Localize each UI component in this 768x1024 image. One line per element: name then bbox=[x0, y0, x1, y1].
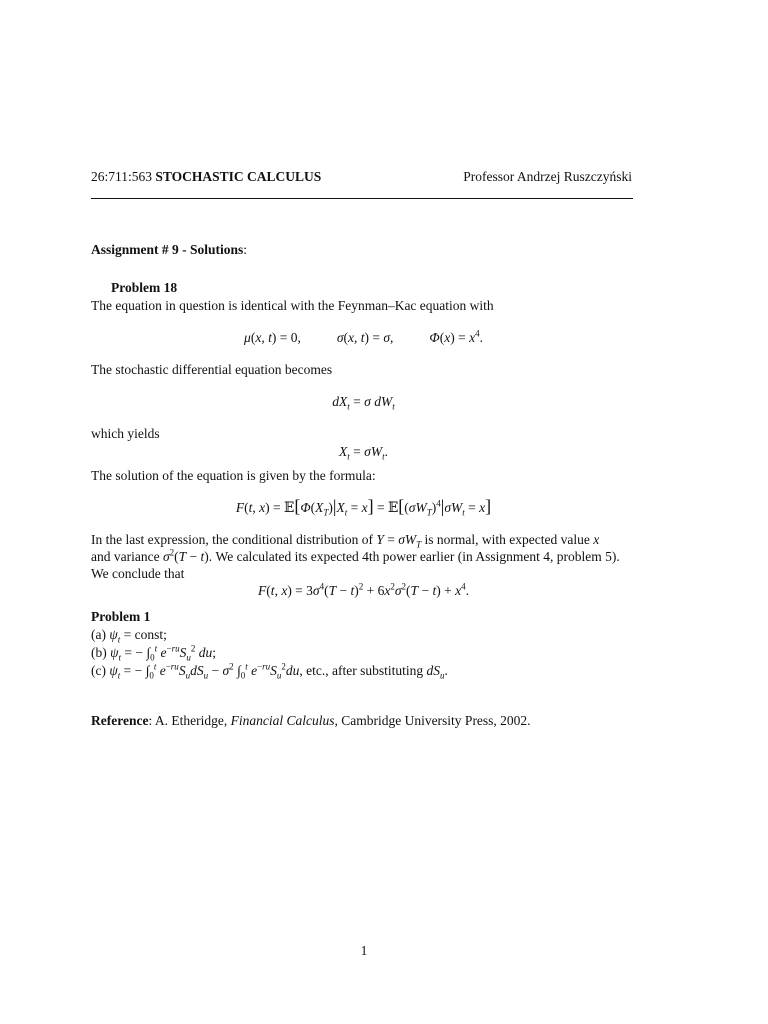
problem-18-heading: Problem 18 bbox=[111, 280, 178, 295]
solution-formula: F(t, $x) = 𝔼[\Phi(X_T)|X_t = x]$ = $𝔼[(\sigma W_T)^4|\sigma W_t = x]$ bbox=[235, 496, 492, 518]
header-rule bbox=[91, 198, 633, 199]
assignment-title: Assignment # 9 - Solutions: bbox=[91, 242, 248, 257]
course-code: 26:711:563 bbox=[91, 169, 153, 184]
reference-label: Reference bbox=[91, 713, 149, 728]
problem-18-intro: The equation in question is identical with the Feynman–Kac equation with bbox=[91, 298, 494, 313]
page-number: 1 bbox=[360, 943, 368, 958]
sde-solution: $X_t = \sigma W_t$. bbox=[339, 444, 388, 462]
course-title: STOCHASTIC CALCULUS bbox=[155, 169, 322, 184]
problem-1-part-b: (b) $\psi_t$ = − $\int_0^t$ $e^{-ru}S_u^2$ du; bbox=[91, 643, 216, 663]
sde-equation: $dX_t = \sigma$ $dW_t$ bbox=[332, 394, 395, 412]
course-header bbox=[91, 168, 321, 185]
feynman-kac-parameters: μ(x, t) = 0, σ(x, t) = σ, $\Phi(x) = x^4$. bbox=[244, 328, 483, 345]
distribution-line-1: In the last expression, the conditional distribution of $Y = \sigma W_T$ is normal, with expected value x bbox=[91, 532, 600, 550]
yields-text: which yields bbox=[91, 426, 160, 441]
reference: Reference: A. Etheridge, Financial Calculus, Cambridge University Press, 2002. bbox=[91, 713, 531, 728]
instructor-name: Professor Andrzej Ruszczyński bbox=[463, 169, 632, 184]
final-formula: F(t, $x) = 3\sigma^4(T - t)^2 + 6x^2\sigma^2(T - t) + x^4$. bbox=[258, 581, 469, 598]
problem-1-part-a: (a) $\psi_t$ = const; bbox=[91, 627, 167, 645]
conclude-text: We conclude that bbox=[91, 566, 185, 581]
reference-book: Financial Calculus bbox=[230, 713, 335, 728]
distribution-line-2: and variance $\sigma^2(T - t)$. We calculated its expected 4th power earlier (in Assignment 4, problem 5). bbox=[91, 547, 620, 564]
sde-intro: The stochastic differential equation becomes bbox=[91, 362, 333, 377]
problem-1-heading: Problem 1 bbox=[91, 609, 151, 624]
solution-intro: The solution of the equation is given by the formula: bbox=[91, 468, 376, 483]
problem-1-part-c: (c) $\psi_t$ = − $\int_0^t$ $e^{-ru}S_udS_u - \sigma^2$ $\int_0^t$ $e^{-ru}S_u^2du$, etc., after substituting $dS_u$. bbox=[91, 661, 448, 681]
